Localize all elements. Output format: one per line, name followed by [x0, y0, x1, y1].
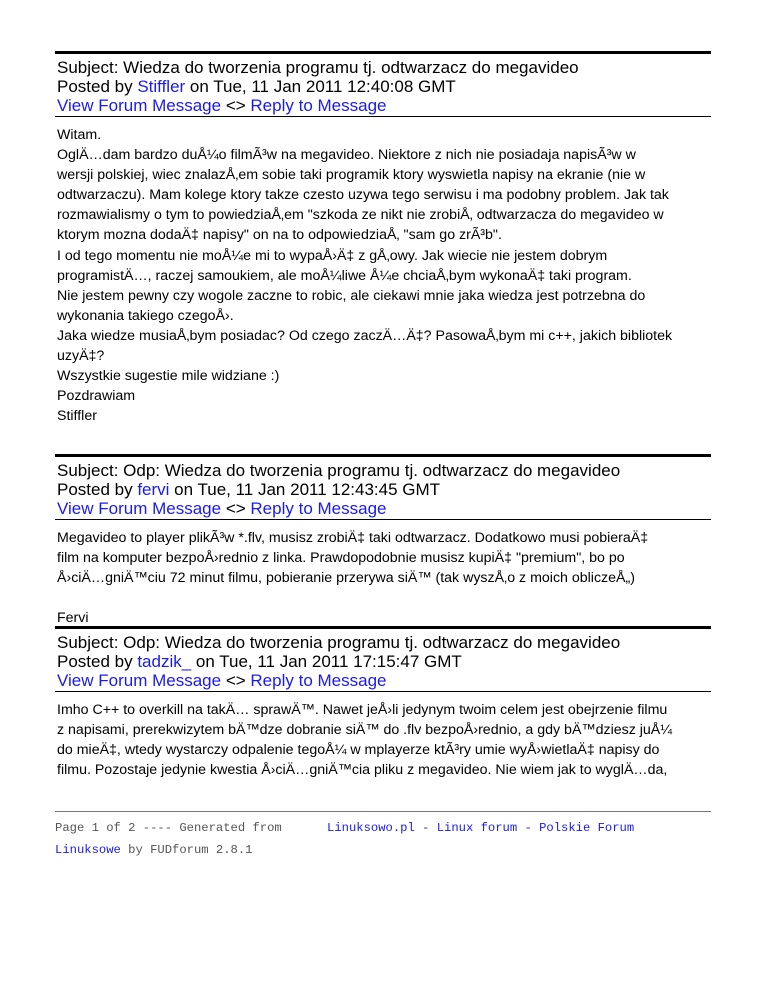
post-line: rozmawialismy o tym to powiedziaÅ‚em "szkoda ze nikt nie zrobiÅ‚ odtwarzacza do megavideo w: [57, 207, 664, 224]
post-date: on Tue, 11 Jan 2011 12:40:08 GMT: [185, 77, 456, 96]
post-line: filmu. Pozostaje jedynie kwestia Å›ciÄ…gniÄ™cia pliku z megavideo. Nie wiem jak to wyglÄ…da,: [57, 762, 668, 779]
post-header: Subject: Odp: Wiedza do tworzenia programu tj. odtwarzacz do megavideo Posted by tadzik_ on Tue, 11 Jan 2011 17:15:47 GMT View Forum Message <> Reply to Message: [57, 633, 621, 690]
post-line: odtwarzaczu). Mam kolege ktory takze czesto uzywa tego serwisu i ma podobny problem. Jak tak: [57, 187, 669, 204]
forum-post-1: [55, 51, 711, 426]
post-date: on Tue, 11 Jan 2011 12:43:45 GMT: [169, 480, 441, 499]
post-body: [55, 117, 711, 426]
view-forum-message-link[interactable]: View Forum Message: [57, 499, 222, 518]
post-line: Jaka wiedze musiaÅ‚bym posiadac? Od czego zaczÄ…Ä‡? PasowaÅ‚bym mi c++, jakich bibliotek: [57, 327, 673, 344]
post-body: [55, 520, 711, 628]
site-link[interactable]: Linuksowo.pl - Linux forum - Polskie Forum: [327, 821, 635, 835]
post-line: programistÄ…, raczej samoukiem, ale moÅ¼liwe Å¼e chciaÅ‚bym wykonaÄ‡ taki program.: [57, 267, 632, 284]
forum-post-3: [55, 626, 711, 780]
post-line: Megavideo to player plikÃ³w *.flv, musisz zrobiÄ‡ taki odtwarzacz. Dodatkowo musi pobieraÄ‡: [57, 530, 649, 546]
post-line: uzyÄ‡?: [57, 348, 105, 365]
post-line: do mieÄ‡, wtedy wystarczy odpalenie tegoÅ¼ w mplayerze ktÃ³ry umie wyÅ›wietlaÄ‡ napisy do: [57, 742, 660, 759]
post-line: z napisami, prerekwizytem bÄ™dze dobranie siÄ™ do .flv bezpoÅ›rednio, a gdy bÄ™dziesz juÅ¼: [57, 722, 673, 739]
post-line: film na komputer bezpoÅ›rednio z linka. Prawdopodobnie musisz kupiÄ‡ "premium", bo po: [57, 550, 625, 567]
post-line: Wszystkie sugestie mile widziane :): [57, 368, 280, 385]
author-link[interactable]: fervi: [137, 480, 170, 499]
post-header: Subject: Wiedza do tworzenia programu tj. odtwarzacz do megavideo Posted by Stiffler on Tue, 11 Jan 2011 12:40:08 GMT View Forum Message <> Reply to Message: [57, 58, 579, 115]
footer-text: Page 1 of 2 ---- Generated from Linuksowe by FUDforum 2.8.1 Linuksowo.pl - Linux forum - Polskie Forum: [55, 812, 711, 861]
post-header: Subject: Odp: Wiedza do tworzenia programu tj. odtwarzacz do megavideo Posted by fervi on Tue, 11 Jan 2011 12:43:45 GMT View Forum Message <> Reply to Message: [57, 461, 621, 518]
post-body: [55, 692, 711, 780]
post-date: on Tue, 11 Jan 2011 17:15:47 GMT: [191, 652, 462, 671]
reply-to-message-link[interactable]: Reply to Message: [250, 499, 387, 518]
author-link[interactable]: tadzik_: [137, 652, 192, 671]
post-line: wykonania takiego czegoÅ›.: [57, 307, 234, 324]
forum-post-2: [55, 454, 711, 628]
source-link[interactable]: Linuksowe: [55, 843, 121, 857]
post-line: Stiffler: [57, 408, 97, 425]
post-line: ktorym mozna dodaÄ‡ napisy" on na to odpowiedziaÅ‚ "sam go zrÃ³b".: [57, 227, 502, 244]
post-line: Nie jestem pewny czy wogole zaczne to robic, ale ciekawi mnie jaka wiedza jest potrzebna do: [57, 287, 646, 304]
post-line: OglÄ…dam bardzo duÅ¼o filmÃ³w na megavideo. Niektore z nich nie posiadaja napisÃ³w w: [57, 147, 636, 164]
post-line: Witam.: [57, 127, 102, 143]
post-line: Imho C++ to overkill na takÄ… sprawÄ™. Nawet jeÅ›li jedynym twoim celem jest obejrzenie filmu: [57, 702, 668, 718]
author-link[interactable]: Stiffler: [137, 77, 186, 96]
page-footer: [55, 811, 711, 861]
post-subject: Odp: Wiedza do tworzenia programu tj. odtwarzacz do megavideo: [123, 633, 621, 652]
post-subject: Wiedza do tworzenia programu tj. odtwarzacz do megavideo: [123, 58, 579, 77]
post-line: wersji polskiej, wiec znalazÅ‚em sobie taki programik ktory wyswietla napisy na ekranie (nie w: [57, 167, 646, 184]
view-forum-message-link[interactable]: View Forum Message: [57, 671, 222, 690]
post-line: Å›ciÄ…gniÄ™ciu 72 minut filmu, pobieranie przerywa siÄ™ (tak wyszÅ‚o z moich obliczeÅ„): [57, 570, 635, 587]
reply-to-message-link[interactable]: Reply to Message: [250, 96, 387, 115]
post-line: I od tego momentu nie moÅ¼e mi to wypaÅ›Ä‡ z gÅ‚owy. Jak wiecie nie jestem dobrym: [57, 247, 608, 264]
post-line: Pozdrawiam: [57, 388, 136, 405]
reply-to-message-link[interactable]: Reply to Message: [250, 671, 387, 690]
view-forum-message-link[interactable]: View Forum Message: [57, 96, 222, 115]
post-subject: Odp: Wiedza do tworzenia programu tj. odtwarzacz do megavideo: [123, 461, 621, 480]
page-indicator: Page 1 of 2 ---- Generated from: [55, 821, 282, 835]
post-signature: Fervi: [57, 610, 89, 627]
